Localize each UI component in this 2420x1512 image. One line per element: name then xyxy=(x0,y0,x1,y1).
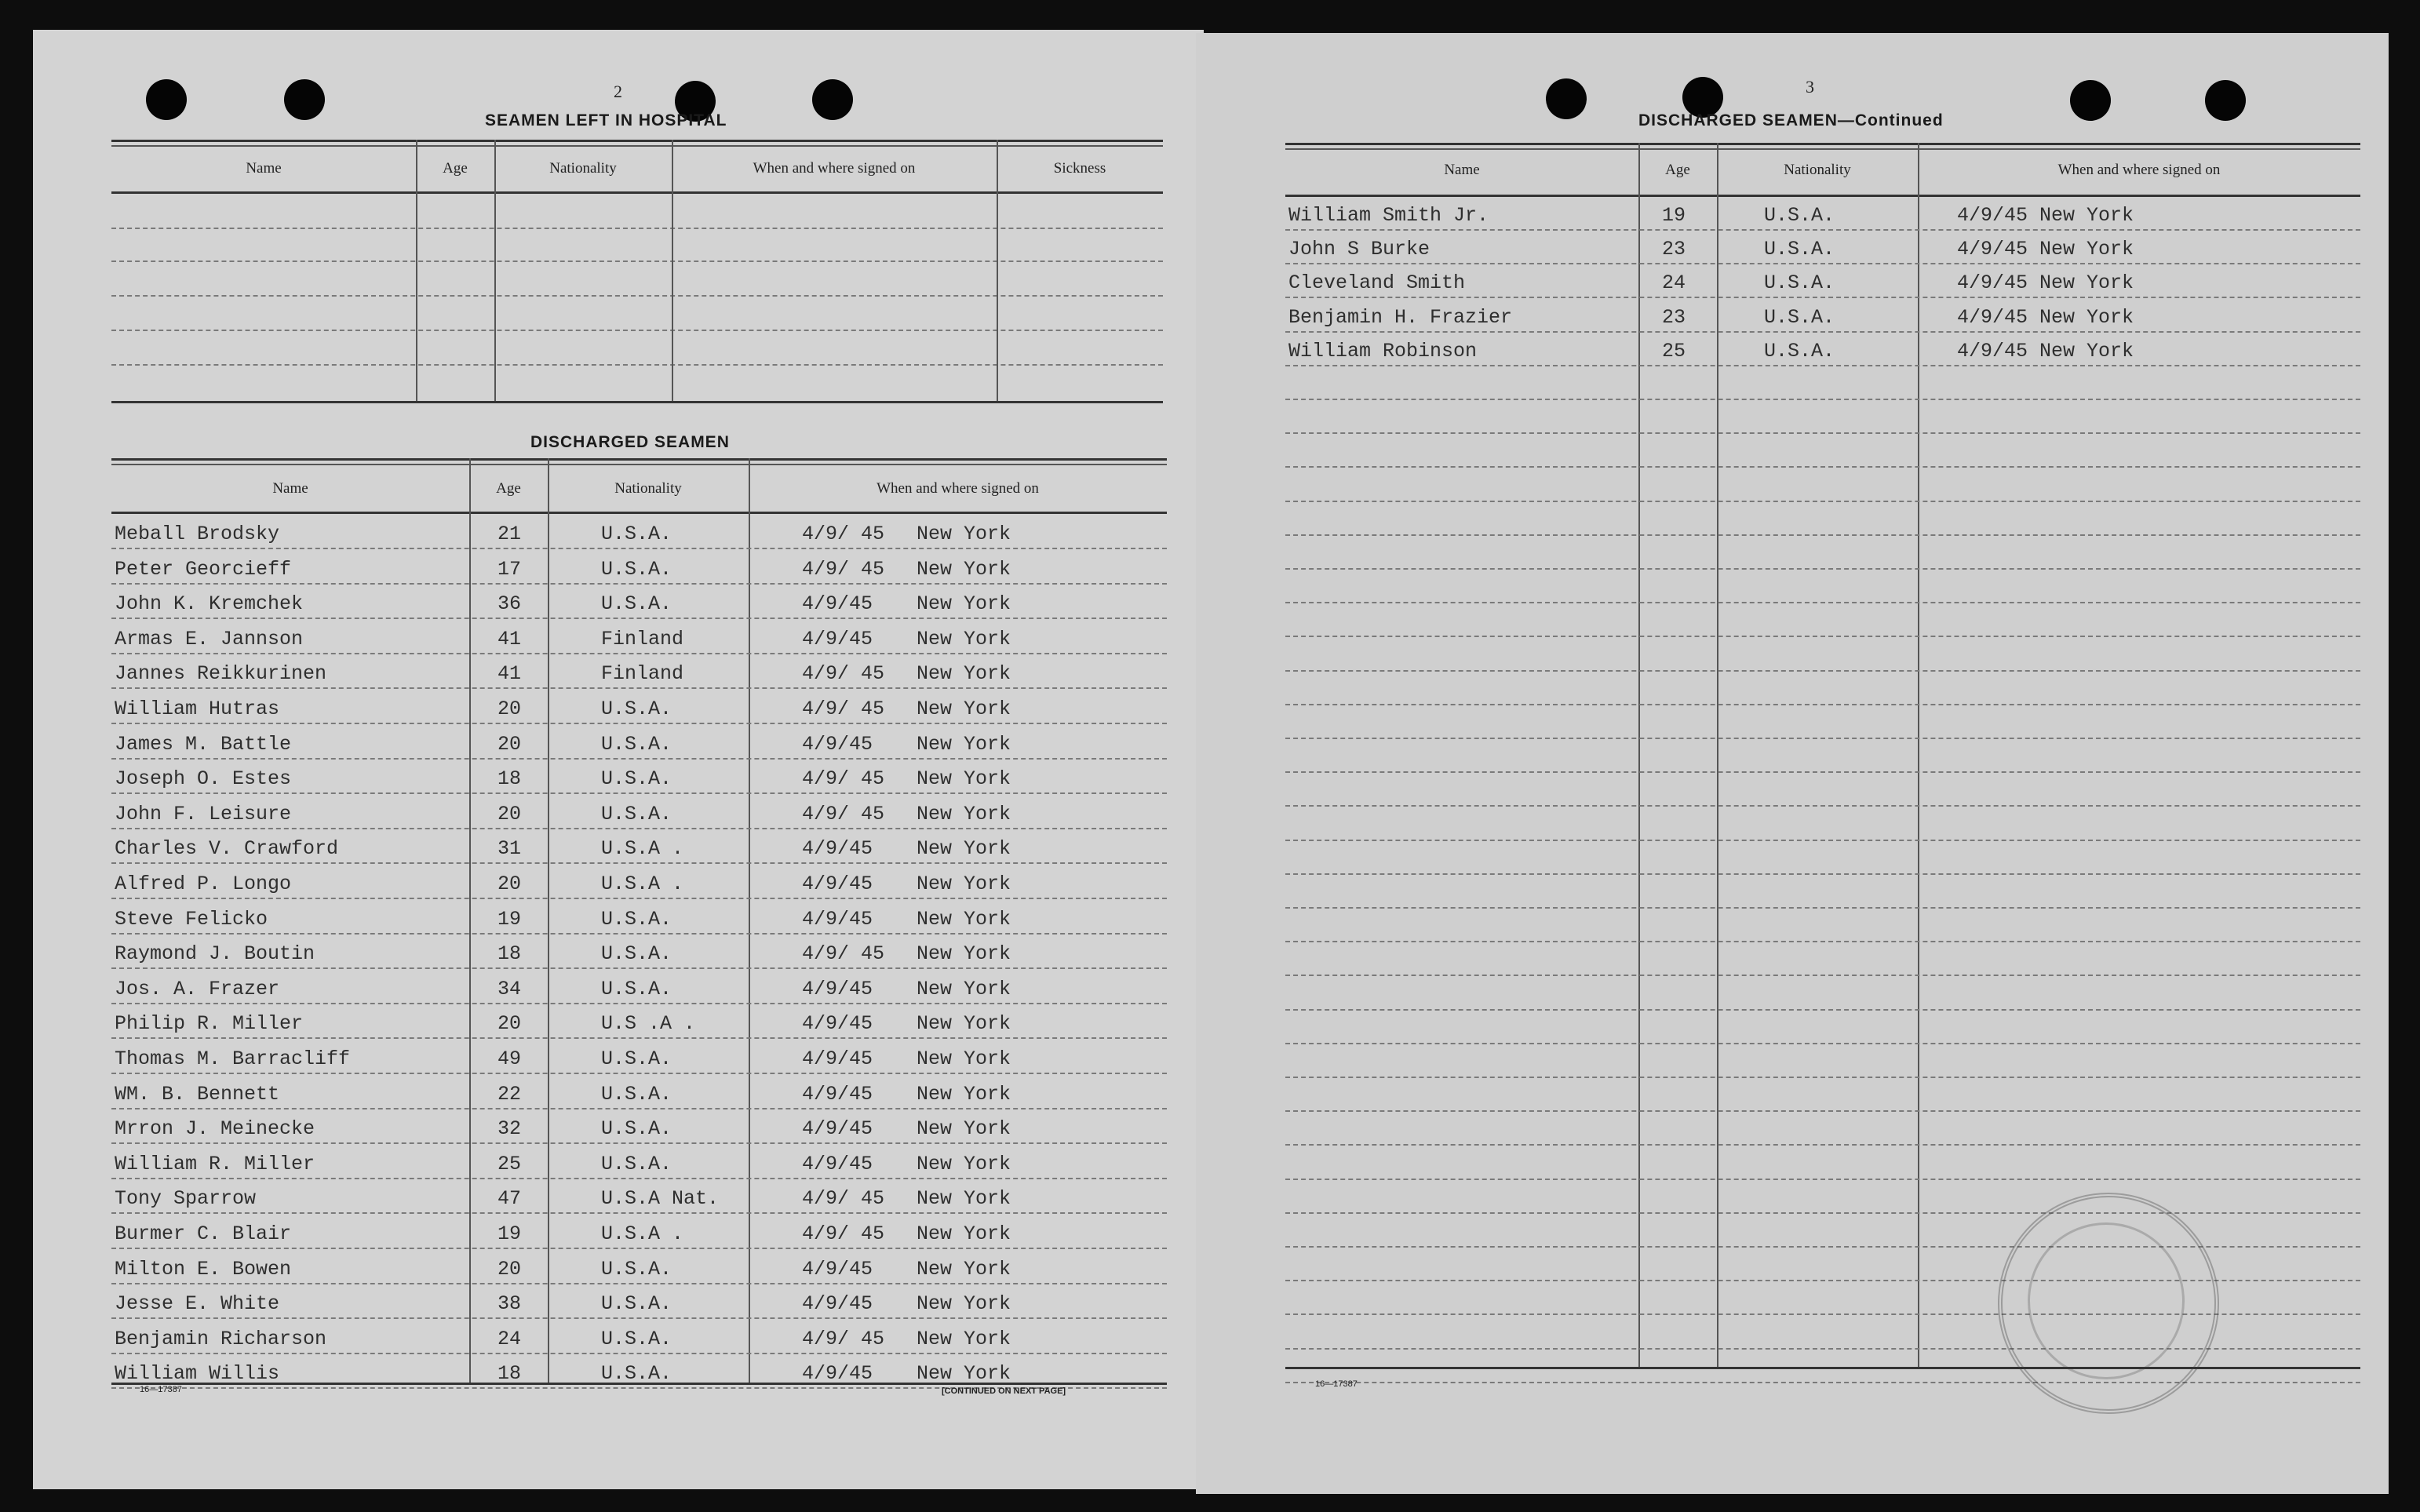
table-row-rule xyxy=(111,548,1167,549)
cell-date: 4/9/ 45 xyxy=(802,1222,885,1245)
discharged-section-title: DISCHARGED SEAMEN xyxy=(530,433,730,451)
cell-age: 22 xyxy=(497,1083,522,1106)
table-row-rule xyxy=(111,1108,1167,1109)
punch-hole xyxy=(284,79,325,120)
table-row-rule xyxy=(111,862,1167,864)
cell-nationality: U.S.A. xyxy=(601,523,672,545)
cell-date: 4/9/ 45 xyxy=(802,698,885,720)
cell-place: New York xyxy=(917,767,1011,790)
cell-name: John F. Leisure xyxy=(115,803,292,825)
cell-name: Armas E. Jannson xyxy=(115,628,304,650)
header-age: Age xyxy=(496,480,521,497)
cell-date: 4/9/ 45 xyxy=(802,1328,885,1350)
cell-name: Jos. A. Frazer xyxy=(115,978,280,1000)
table-row-rule xyxy=(111,364,1163,366)
cell-nationality: U.S.A . xyxy=(601,1222,684,1245)
header-signed-on: When and where signed on xyxy=(753,160,916,177)
cell-age: 24 xyxy=(1662,271,1686,294)
cell-nationality: U.S.A. xyxy=(601,1047,672,1070)
table-row-rule xyxy=(111,618,1167,619)
table-row-rule xyxy=(111,330,1163,331)
cell-place: New York xyxy=(917,1083,1011,1106)
cell-signed-on: 4/9/45 New York xyxy=(1957,271,2134,294)
cell-age: 20 xyxy=(497,733,522,756)
table-row-rule xyxy=(111,1037,1167,1039)
cell-signed-on: 4/9/45 New York xyxy=(1957,204,2134,227)
cell-nationality: U.S.A. xyxy=(601,767,672,790)
cell-nationality: U.S.A. xyxy=(1764,271,1835,294)
cell-date: 4/9/45 xyxy=(802,628,873,650)
table-rule xyxy=(111,140,1163,142)
table-rule xyxy=(111,401,1163,403)
cell-date: 4/9/45 xyxy=(802,733,873,756)
header-nationality: Nationality xyxy=(549,160,617,177)
cell-age: 41 xyxy=(497,628,522,650)
cell-nationality: U.S.A. xyxy=(601,1117,672,1140)
cell-nationality: U.S.A. xyxy=(1764,340,1835,363)
cell-name: William Robinson xyxy=(1288,340,1478,363)
cell-age: 19 xyxy=(497,908,522,931)
table-row-rule xyxy=(1285,1043,2360,1044)
cell-date: 4/9/45 xyxy=(802,1153,873,1175)
cell-date: 4/9/ 45 xyxy=(802,767,885,790)
table-rule xyxy=(111,145,1163,147)
cell-name: Charles V. Crawford xyxy=(115,837,339,860)
table-row-rule xyxy=(1285,1144,2360,1146)
cell-nationality: U.S.A. xyxy=(601,978,672,1000)
table-row-rule xyxy=(1285,399,2360,400)
cell-age: 34 xyxy=(497,978,522,1000)
table-row-rule xyxy=(1285,602,2360,603)
cell-age: 18 xyxy=(497,767,522,790)
cell-place: New York xyxy=(917,1258,1011,1281)
cell-age: 32 xyxy=(497,1117,522,1140)
table-rule xyxy=(1285,195,2360,197)
cell-date: 4/9/45 xyxy=(802,1258,873,1281)
table-row-rule xyxy=(111,828,1167,829)
cell-name: Mrron J. Meinecke xyxy=(115,1117,315,1140)
seal-stamp-inner-ring xyxy=(2028,1222,2185,1379)
table-row-rule xyxy=(111,583,1167,585)
table-rule xyxy=(111,512,1167,514)
cell-name: Raymond J. Boutin xyxy=(115,942,315,965)
cell-signed-on: 4/9/45 New York xyxy=(1957,238,2134,261)
table-row-rule xyxy=(1285,466,2360,468)
header-name: Name xyxy=(1444,162,1480,178)
cell-name: John K. Kremchek xyxy=(115,592,304,615)
cell-date: 4/9/ 45 xyxy=(802,662,885,685)
cell-place: New York xyxy=(917,592,1011,615)
cell-place: New York xyxy=(917,873,1011,895)
cell-date: 4/9/ 45 xyxy=(802,1187,885,1210)
cell-place: New York xyxy=(917,942,1011,965)
table-row-rule xyxy=(1285,1382,2360,1383)
cell-nationality: U.S.A. xyxy=(601,1292,672,1315)
cell-name: James M. Battle xyxy=(115,733,292,756)
table-row-rule xyxy=(1285,1110,2360,1112)
cell-place: New York xyxy=(917,1222,1011,1245)
header-nationality: Nationality xyxy=(614,480,682,497)
punch-hole xyxy=(2070,80,2111,121)
cell-nationality: U.S.A. xyxy=(601,733,672,756)
cell-name: WM. B. Bennett xyxy=(115,1083,280,1106)
header-nationality: Nationality xyxy=(1784,162,1851,178)
column-rule xyxy=(548,458,549,1383)
table-row-rule xyxy=(1285,501,2360,502)
cell-nationality: U.S.A Nat. xyxy=(601,1187,720,1210)
cell-name: Benjamin Richarson xyxy=(115,1328,327,1350)
cell-age: 20 xyxy=(497,873,522,895)
discharged-continued-title: DISCHARGED SEAMEN—Continued xyxy=(1638,111,1944,129)
header-sickness: Sickness xyxy=(1053,160,1106,177)
cell-nationality: U.S.A. xyxy=(1764,306,1835,329)
table-row-rule xyxy=(1285,1212,2360,1214)
cell-name: Meball Brodsky xyxy=(115,523,280,545)
cell-date: 4/9/ 45 xyxy=(802,558,885,581)
table-row-rule xyxy=(111,228,1163,229)
cell-date: 4/9/45 xyxy=(802,1012,873,1035)
cell-name: Jesse E. White xyxy=(115,1292,280,1315)
left-page xyxy=(33,30,1204,1489)
table-row-rule xyxy=(1285,805,2360,807)
cell-place: New York xyxy=(917,978,1011,1000)
table-row-rule xyxy=(111,1248,1167,1249)
cell-nationality: U.S.A. xyxy=(601,558,672,581)
cell-age: 19 xyxy=(1662,204,1686,227)
cell-age: 23 xyxy=(1662,306,1686,329)
cell-age: 25 xyxy=(1662,340,1686,363)
cell-date: 4/9/45 xyxy=(802,1292,873,1315)
cell-age: 36 xyxy=(497,592,522,615)
hospital-section-title: SEAMEN LEFT IN HOSPITAL xyxy=(485,111,727,129)
table-row-rule xyxy=(111,792,1167,794)
cell-place: New York xyxy=(917,803,1011,825)
punch-hole xyxy=(146,79,187,120)
cell-nationality: U.S.A. xyxy=(601,942,672,965)
table-row-rule xyxy=(111,967,1167,969)
column-rule xyxy=(672,140,673,401)
table-row-rule xyxy=(1285,534,2360,536)
table-rule xyxy=(111,458,1167,461)
cell-name: Peter Georcieff xyxy=(115,558,292,581)
cell-age: 18 xyxy=(497,1362,522,1385)
cell-name: Philip R. Miller xyxy=(115,1012,304,1035)
table-rule xyxy=(111,1383,1167,1385)
discharged-table-continued xyxy=(1285,143,2360,1414)
table-row-rule xyxy=(111,723,1167,724)
cell-age: 41 xyxy=(497,662,522,685)
table-row-rule xyxy=(111,1073,1167,1074)
table-row-rule xyxy=(111,1003,1167,1004)
cell-date: 4/9/45 xyxy=(802,1117,873,1140)
cell-place: New York xyxy=(917,837,1011,860)
table-row-rule xyxy=(111,1283,1167,1284)
cell-place: New York xyxy=(917,1362,1011,1385)
cell-name: Jannes Reikkurinen xyxy=(115,662,327,685)
cell-date: 4/9/ 45 xyxy=(802,523,885,545)
column-rule xyxy=(494,140,496,401)
cell-place: New York xyxy=(917,558,1011,581)
cell-nationality: Finland xyxy=(601,662,684,685)
table-row-rule xyxy=(111,1317,1167,1319)
hospital-table xyxy=(111,140,1163,438)
table-row-rule xyxy=(111,1353,1167,1354)
cell-nationality: U.S.A. xyxy=(601,698,672,720)
cell-signed-on: 4/9/45 New York xyxy=(1957,340,2134,363)
header-name: Name xyxy=(246,160,282,177)
cell-nationality: U.S.A. xyxy=(1764,238,1835,261)
table-row-rule xyxy=(111,261,1163,262)
column-rule xyxy=(416,140,417,401)
cell-name: William R. Miller xyxy=(115,1153,315,1175)
cell-name: William Willis xyxy=(115,1362,280,1385)
continued-note: [CONTINUED ON NEXT PAGE] xyxy=(942,1386,1066,1396)
table-row-rule xyxy=(111,687,1167,689)
header-age: Age xyxy=(1665,162,1690,178)
cell-name: William Hutras xyxy=(115,698,280,720)
punch-hole xyxy=(1546,78,1587,119)
cell-date: 4/9/45 xyxy=(802,1362,873,1385)
cell-place: New York xyxy=(917,1012,1011,1035)
table-row-rule xyxy=(1285,365,2360,366)
cell-nationality: U.S.A. xyxy=(601,1362,672,1385)
cell-place: New York xyxy=(917,523,1011,545)
cell-age: 20 xyxy=(497,698,522,720)
table-row-rule xyxy=(1285,907,2360,909)
table-row-rule xyxy=(1285,432,2360,434)
cell-nationality: U.S.A . xyxy=(601,837,684,860)
cell-nationality: U.S.A. xyxy=(601,1083,672,1106)
table-row-rule xyxy=(111,898,1167,899)
cell-age: 18 xyxy=(497,942,522,965)
cell-age: 20 xyxy=(497,803,522,825)
cell-date: 4/9/45 xyxy=(802,592,873,615)
table-row-rule xyxy=(1285,738,2360,739)
seal-stamp xyxy=(1998,1193,2219,1414)
cell-name: Thomas M. Barracliff xyxy=(115,1047,351,1070)
cell-age: 21 xyxy=(497,523,522,545)
cell-signed-on: 4/9/45 New York xyxy=(1957,306,2134,329)
column-rule xyxy=(1717,143,1718,1367)
cell-place: New York xyxy=(917,1153,1011,1175)
cell-place: New York xyxy=(917,1292,1011,1315)
cell-nationality: U.S.A. xyxy=(601,803,672,825)
table-row-rule xyxy=(111,1142,1167,1144)
cell-age: 38 xyxy=(497,1292,522,1315)
table-row-rule xyxy=(1285,568,2360,570)
table-row-rule xyxy=(1285,1179,2360,1180)
right-page xyxy=(1196,33,2389,1494)
column-rule xyxy=(1638,143,1640,1367)
table-rule xyxy=(1285,1367,2360,1369)
cell-name: Tony Sparrow xyxy=(115,1187,257,1210)
table-rule xyxy=(111,191,1163,194)
form-number: 16—17387 xyxy=(1315,1379,1358,1389)
header-signed-on: When and where signed on xyxy=(877,480,1039,497)
table-row-rule xyxy=(111,758,1167,760)
cell-age: 25 xyxy=(497,1153,522,1175)
cell-nationality: U.S .A . xyxy=(601,1012,696,1035)
cell-name: Benjamin H. Frazier xyxy=(1288,306,1513,329)
header-age: Age xyxy=(443,160,468,177)
column-rule xyxy=(1918,143,1919,1367)
cell-place: New York xyxy=(917,733,1011,756)
table-row-rule xyxy=(1285,1077,2360,1078)
cell-place: New York xyxy=(917,908,1011,931)
cell-place: New York xyxy=(917,1328,1011,1350)
table-row-rule xyxy=(1285,771,2360,773)
cell-nationality: U.S.A. xyxy=(601,908,672,931)
cell-place: New York xyxy=(917,628,1011,650)
table-row-rule xyxy=(1285,975,2360,976)
cell-age: 20 xyxy=(497,1258,522,1281)
cell-date: 4/9/45 xyxy=(802,1083,873,1106)
table-rule xyxy=(1285,143,2360,145)
cell-age: 49 xyxy=(497,1047,522,1070)
page-number: 2 xyxy=(614,82,622,101)
table-rule xyxy=(1285,148,2360,150)
cell-nationality: U.S.A . xyxy=(601,873,684,895)
table-row-rule xyxy=(1285,704,2360,705)
cell-age: 24 xyxy=(497,1328,522,1350)
table-row-rule xyxy=(1285,670,2360,672)
column-rule xyxy=(469,458,471,1383)
page-number: 3 xyxy=(1806,77,1814,97)
cell-age: 31 xyxy=(497,837,522,860)
cell-date: 4/9/45 xyxy=(802,873,873,895)
table-row-rule xyxy=(1285,941,2360,942)
discharged-table xyxy=(111,458,1167,1415)
table-row-rule xyxy=(1285,331,2360,333)
cell-place: New York xyxy=(917,698,1011,720)
cell-age: 23 xyxy=(1662,238,1686,261)
cell-age: 47 xyxy=(497,1187,522,1210)
table-row-rule xyxy=(1285,636,2360,637)
cell-nationality: U.S.A. xyxy=(1764,204,1835,227)
table-row-rule xyxy=(1285,229,2360,231)
cell-date: 4/9/45 xyxy=(802,908,873,931)
cell-name: Alfred P. Longo xyxy=(115,873,292,895)
table-row-rule xyxy=(1285,263,2360,264)
table-row-rule xyxy=(111,1178,1167,1179)
column-rule xyxy=(997,140,998,401)
cell-name: John S Burke xyxy=(1288,238,1430,261)
cell-name: Steve Felicko xyxy=(115,908,268,931)
cell-date: 4/9/ 45 xyxy=(802,942,885,965)
table-row-rule xyxy=(1285,297,2360,298)
form-number: 16—17387 xyxy=(140,1385,182,1394)
cell-place: New York xyxy=(917,1117,1011,1140)
cell-name: Milton E. Bowen xyxy=(115,1258,292,1281)
cell-age: 17 xyxy=(497,558,522,581)
header-name: Name xyxy=(272,480,308,497)
cell-name: Cleveland Smith xyxy=(1288,271,1466,294)
cell-place: New York xyxy=(917,1047,1011,1070)
cell-name: William Smith Jr. xyxy=(1288,204,1489,227)
cell-date: 4/9/45 xyxy=(802,978,873,1000)
cell-age: 20 xyxy=(497,1012,522,1035)
cell-place: New York xyxy=(917,662,1011,685)
cell-place: New York xyxy=(917,1187,1011,1210)
cell-date: 4/9/45 xyxy=(802,1047,873,1070)
cell-date: 4/9/45 xyxy=(802,837,873,860)
table-row-rule xyxy=(1285,840,2360,841)
table-row-rule xyxy=(111,1212,1167,1214)
cell-date: 4/9/ 45 xyxy=(802,803,885,825)
table-rule xyxy=(111,464,1167,465)
cell-nationality: U.S.A. xyxy=(601,1258,672,1281)
table-row-rule xyxy=(1285,1009,2360,1011)
table-row-rule xyxy=(111,933,1167,935)
table-row-rule xyxy=(111,295,1163,297)
table-row-rule xyxy=(111,653,1167,654)
cell-nationality: Finland xyxy=(601,628,684,650)
cell-nationality: U.S.A. xyxy=(601,1328,672,1350)
table-row-rule xyxy=(1285,873,2360,875)
punch-hole xyxy=(812,79,853,120)
cell-name: Burmer C. Blair xyxy=(115,1222,292,1245)
column-rule xyxy=(749,458,750,1383)
cell-name: Joseph O. Estes xyxy=(115,767,292,790)
cell-nationality: U.S.A. xyxy=(601,592,672,615)
cell-age: 19 xyxy=(497,1222,522,1245)
cell-nationality: U.S.A. xyxy=(601,1153,672,1175)
header-signed-on: When and where signed on xyxy=(2057,162,2221,178)
punch-hole xyxy=(2205,80,2246,121)
